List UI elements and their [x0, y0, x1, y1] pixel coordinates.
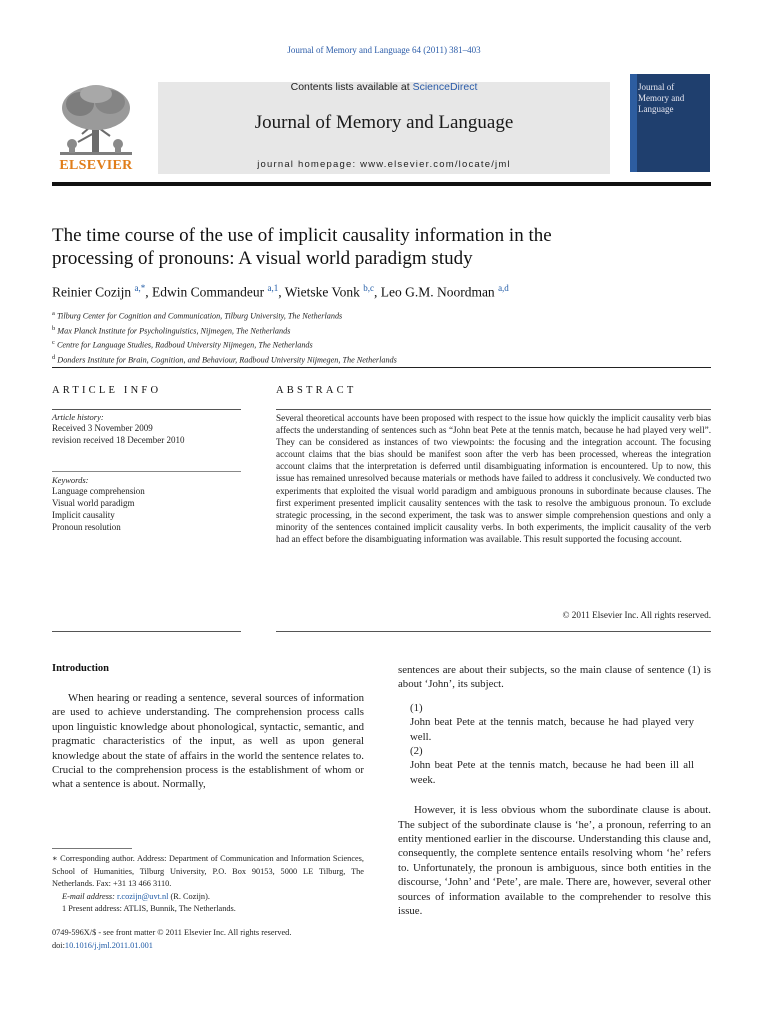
paragraph: When hearing or reading a sentence, several sources of information are used to achieve understanding. The comprehension process calls upon linguistic knowledge about phonological, syntactic, semantic, and pragmatic characteristics of the input, as well as upon general knowledge about the state of affairs in the world the sentence relates to. Crucial to the comprehension process is the establishment of whom or what a sentence is about. Normally, [52, 692, 364, 791]
abstract-copyright: © 2011 Elsevier Inc. All rights reserved. [562, 610, 711, 620]
example-number: (2) [410, 745, 423, 758]
example-number: (1) [410, 701, 423, 714]
cover-title-line: Language [638, 104, 674, 114]
title-line: The time course of the use of implicit causality information in the [52, 225, 552, 246]
example-sentence [398, 701, 711, 744]
sciencedirect-link[interactable]: ScienceDirect [412, 81, 478, 93]
doi-line [52, 940, 382, 953]
keyword: Pronoun resolution [52, 522, 121, 532]
email-suffix: (R. Cozijn). [170, 891, 210, 901]
author-name: Leo G.M. Noordman [380, 284, 495, 300]
article-history [52, 412, 242, 446]
affiliation: $^b$ Max Planck Institute for Psycholinguistics, Nijmegen, The Netherlands [52, 324, 291, 336]
affiliation: $^a$ Tilburg Center for Cognition and Communication, Tilburg University, The Netherlands [52, 310, 343, 321]
present-address-note: 1 Present address: ATLIS, Bunnik, The Netherlands. [62, 904, 236, 913]
doi-label: doi: [52, 940, 65, 950]
paragraph: However, it is less obvious whom the subordinate clause is about. The subject of the subordinate clause is ‘he’, a pronoun, referring to an entity mentioned earlier in the discourse. Understanding this clause and, consequently, the complete sentence entails resolving whom ‘he’ refers to. Unfortunately, the pronoun is ambiguous, since both entities in the discourse, ‘John’ and ‘Pete’, are male. There are, however, several other sources of information available to the comprehender to resolve this issue. [398, 804, 711, 918]
author-name: Wietske Vonk [284, 284, 360, 300]
contents-line [158, 81, 610, 93]
paragraph: sentences are about their subjects, so the main clause of sentence (1) is about ‘John’, its subject. [398, 664, 711, 691]
keywords-rule [52, 471, 241, 472]
cover-title [638, 82, 708, 115]
revised-date: revision received 18 December 2010 [52, 435, 185, 445]
publisher-name: ELSEVIER [59, 158, 133, 173]
abstract-rule [276, 409, 711, 410]
author-name: Edwin Commandeur [151, 284, 265, 300]
affiliation: $^d$ Donders Institute for Brain, Cognition, and Behaviour, Radboud University Nijmegen, The Netherlands [52, 354, 397, 365]
cover-accent-bar [630, 74, 637, 172]
footnotes [52, 853, 364, 916]
example-text: John beat Pete at the tennis match, because he had played very well. [410, 716, 694, 743]
author-affiliation-mark[interactable]: a,* [134, 283, 146, 293]
doi-link[interactable]: 10.1016/j.jml.2011.01.001 [64, 940, 153, 950]
keywords-block [52, 475, 242, 533]
author-affiliation-mark[interactable]: b,c [363, 283, 374, 293]
paper-title [52, 224, 711, 270]
history-label: Article history: [52, 412, 104, 422]
journal-reference[interactable]: Journal of Memory and Language 64 (2011) 381–403 [287, 45, 481, 55]
cover-title-line: Journal of [638, 82, 675, 92]
cover-title-line: Memory and [638, 93, 685, 103]
keyword: Language comprehension [52, 486, 145, 496]
author-affiliation-mark[interactable]: a,d [498, 283, 509, 293]
journal-homepage[interactable]: journal homepage: www.elsevier.com/locate/jml [257, 159, 511, 170]
keyword: Implicit causality [52, 510, 115, 520]
abstract-bottom-rule [276, 631, 711, 632]
front-matter-line: 0749-596X/$ - see front matter © 2011 Elsevier Inc. All rights reserved. [52, 928, 292, 937]
keywords-label: Keywords: [52, 475, 89, 485]
received-date: Received 3 November 2009 [52, 423, 153, 433]
author-name: Reinier Cozijn [52, 284, 132, 300]
article-info-rule [52, 409, 241, 410]
header-divider [52, 182, 711, 186]
email-label: E-mail address: [62, 891, 115, 901]
introduction-heading: Introduction [52, 663, 109, 674]
abstract-text: Several theoretical accounts have been proposed with respect to the issue how quickly the implicit causality verb bias affects the understanding of sentences such as “John beat Pete at the tennis match, because he had played very well”. They can be considered as instances of two viewpoints: the focusing and the integration account. The focusing account claims that the bias should be manifest soon after the verb has been processed, whereas the integration account claims that the interpretation is deferred until disambiguating information is encountered. Up to now, this issue has remained unresolved because materials or methods have failed to address it conclusively. We conducted two experiments that exploited the visual world paradigm and ambiguous pronouns in subordinate because clauses. The first experiment presented implicit causality sentences with the task to resolve the ambiguous pronoun. To exclude strategic processing, in the second experiment, the task was to answer simple comprehension questions and only a minority of the sentences contained implicit causality verbs. In both experiments, the implicit causality of the verb had an effect before the disambiguating information was available. This result supported the focusing account. [276, 413, 711, 544]
article-info-bottom-rule [52, 631, 241, 632]
title-divider [52, 367, 711, 368]
example-sentence [398, 744, 711, 787]
article-info-heading: ARTICLE INFO [52, 385, 162, 396]
right-column [398, 663, 711, 919]
contents-prefix: Contents lists available at [290, 81, 413, 93]
affiliation: $^c$ Centre for Language Studies, Radboud University Nijmegen, The Netherlands [52, 339, 313, 351]
intro-paragraph [52, 691, 364, 792]
keyword: Visual world paradigm [52, 498, 135, 508]
email-note [52, 891, 364, 904]
author-affiliation-mark[interactable]: a,1 [267, 283, 279, 293]
affiliation-list [52, 308, 711, 367]
author-list: Reinier Cozijn $^{a,*}$, Edwin Commandeur $^{a,1}$, Wietske Vonk $^{b,c}$, Leo G.M. Noordman $^{a,d}$ [52, 283, 509, 300]
journal-title: Journal of Memory and Language [254, 112, 514, 133]
title-line: processing of pronouns: A visual world paradigm study [52, 248, 473, 269]
abstract-heading: ABSTRACT [276, 385, 357, 396]
email-link[interactable]: r.cozijn@uvt.nl [117, 891, 169, 901]
footnote-rule [52, 848, 132, 849]
corresponding-author-note: ∗ Corresponding author. Address: Department of Communication and Information Sciences, School of Humanities, Tilburg University, P.O. Box 90153, 5000 LE Tilburg, The Netherlands. Fax: +31 13 466 3110. [52, 854, 364, 888]
example-text: John beat Pete at the tennis match, because he had been ill all week. [410, 759, 694, 786]
front-matter [52, 927, 382, 952]
